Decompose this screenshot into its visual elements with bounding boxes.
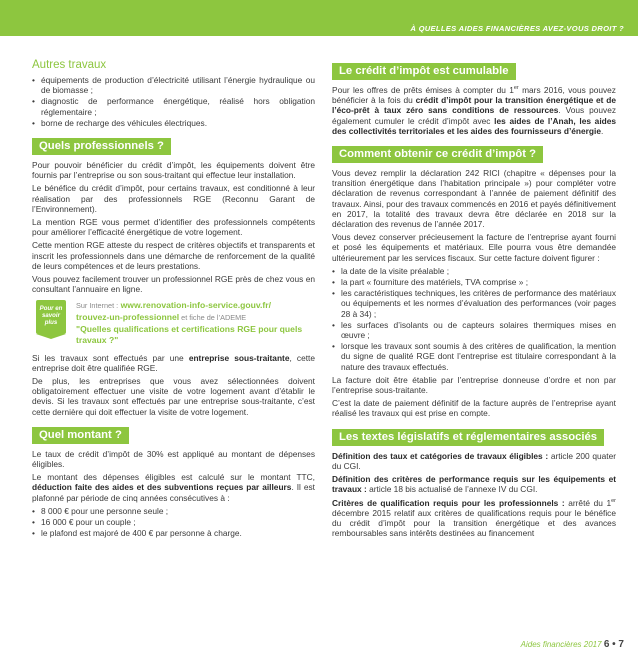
montant-heading: Quel montant ? <box>32 427 129 444</box>
paragraph <box>332 474 616 494</box>
superscript: er <box>513 85 519 92</box>
paragraph <box>32 353 315 373</box>
bold-run: Critères de qualification requis pour les professionnels : <box>332 497 565 508</box>
info-lead: Sur Internet : <box>76 301 119 311</box>
paragraph <box>32 472 315 503</box>
list-item: • les surfaces d’isolants ou de capteurs solaires thermiques mises en œuvre ; <box>332 320 616 340</box>
list-item: • équipements de production d’électricité utilisant l’énergie hydraulique ou de biomasse ; <box>32 75 315 95</box>
text-run: Le montant des dépenses éligibles est calculé sur le montant TTC, <box>32 472 315 483</box>
professionnels-heading: Quels professionnels ? <box>32 138 171 155</box>
renovation-link-path[interactable]: trouvez-un-professionnel <box>76 312 180 323</box>
paragraph <box>332 498 616 539</box>
paragraph: Vous pouvez facilement trouver un professionnel RGE près de chez vous en consultant l’annuaire en ligne. <box>32 274 315 295</box>
info-box <box>32 300 315 345</box>
list-item: • 8 000 € pour une personne seule ; <box>32 506 315 516</box>
paragraph: C’est la date de paiement définitif de la facture auprès de l’entreprise ayant réalisé les travaux qui est prise en compte. <box>332 398 616 419</box>
paragraph: Le taux de crédit d’impôt de 30% est appliqué au montant de dépenses éligibles. <box>32 448 315 470</box>
facture-list <box>332 266 616 372</box>
bold-run: Définition des taux et catégories de travaux éligibles : <box>332 450 549 461</box>
paragraph: La facture doit être établie par l’entreprise donneuse d’ordre et non par l’entreprise sous-traitante. <box>332 374 616 396</box>
textes-heading: Les textes législatifs et réglementaires associés <box>332 429 604 446</box>
list-item: • borne de recharge des véhicules électriques. <box>32 118 315 128</box>
list-item: • la date de la visite préalable ; <box>332 266 616 276</box>
obtenir-heading: Comment obtenir ce crédit d’impôt ? <box>332 146 543 163</box>
pour-en-savoir-plus-badge: Pour en savoir plus <box>36 300 66 334</box>
info-tail: et fiche de l’ADEME <box>179 313 247 323</box>
autres-travaux-heading: Autres travaux <box>32 59 107 71</box>
list-item: • le plafond est majoré de 400 € par personne à charge. <box>32 528 315 538</box>
page-footer <box>521 639 624 650</box>
text-run: article 200 quater du CGI. <box>332 450 616 471</box>
list-item: • 16 000 € pour un couple ; <box>32 517 315 527</box>
paragraph: La mention RGE vous permet d’identifier des professionnels compétents pour améliorer l’efficacité énergétique de votre logement. <box>32 217 315 238</box>
list-item: • diagnostic de performance énergétique, réalisé hors obligation réglementaire ; <box>32 96 315 116</box>
paragraph: Pour pouvoir bénéficier du crédit d’impôt, les équipements doivent être fournis par l’entreprise ou son sous-traitant qui effectue leur installation. <box>32 160 315 181</box>
text-run: Si les travaux sont effectués par une <box>32 352 189 363</box>
text-run: , cette entreprise doit être qualifiée RGE. <box>32 352 316 373</box>
paragraph <box>332 451 616 471</box>
text-run: . Il est plafonné par période de cinq années consécutives à : <box>32 482 315 503</box>
text-run: . <box>600 125 604 136</box>
text-run: Pour les offres de prêts émises à compter du 1 <box>332 85 514 95</box>
paragraph: Vous devez remplir la déclaration 242 RICI (chapitre « dépenses pour la transition énergétique dans l’habitation principale ») pour compléter votre déclaration de revenus correspondant à l’année de paiement définitif des travaux. Ainsi, pour des travaux commencés en 2016 et payés définitivement en 2017, la totalité des travaux devra être déclarée en 2018 sur la déclaration des revenus de l’année 2017. <box>332 168 616 230</box>
text-run: mars 2016, vous pouvez bénéficier à la fois du <box>332 85 616 106</box>
superscript: er <box>611 497 616 504</box>
header-bar <box>0 0 638 36</box>
bold-run: déduction faite des aides et des subventions reçues par ailleurs <box>32 482 292 493</box>
page-numbers: 6 • 7 <box>603 639 624 650</box>
list-item: • les caractéristiques techniques, les critères de performance des matériaux ou équipements et les normes d’évaluation des performances (voir pages 28 à 34) ; <box>332 288 616 319</box>
plafond-list <box>32 506 315 539</box>
ademe-fiche-title: "Quelles qualifications et certifications RGE pour quels travaux ?" <box>76 324 303 345</box>
autres-travaux-list <box>32 75 315 128</box>
paragraph: De plus, les entreprises que vous avez sélectionnées doivent obligatoirement effectuer une visite de votre logement avant d’établir le devis. Si les travaux sont effectués par une entreprise sous-traitante, c’est cette dernière qui doit effectuer la visite de votre logement. <box>32 376 315 417</box>
text-run: article 18 bis actualisé de l’annexe IV du CGI. <box>366 484 538 495</box>
footer-title: Aides financières 2017 <box>520 640 602 649</box>
bold-run: les aides de l’Anah, les aides des collectivités territoriales et les aides des fournisseurs d’énergie <box>332 115 617 136</box>
paragraph: Cette mention RGE atteste du respect de critères objectifs et transparents et inscrit les professionnels dans une démarche de renforcement de la qualité de leurs compétences et de leurs prestations. <box>32 240 315 271</box>
list-item: • la part « fourniture des matériels, TVA comprise » ; <box>332 277 616 287</box>
text-run: . Vous pouvez également cumuler le crédit d’impôt avec <box>332 105 617 126</box>
left-column <box>32 57 315 541</box>
renovation-link[interactable]: www.renovation-info-service.gouv.fr/ <box>120 300 271 311</box>
cumulable-heading: Le crédit d’impôt est cumulable <box>332 63 516 80</box>
right-column <box>332 57 616 541</box>
text-run: décembre 2015 relatif aux critères de qualifications requis pour le bénéfice du crédit d’impôt pour la transition énergétique et des avances remboursables sans intérêts destinées au financement <box>332 507 616 539</box>
bold-run: crédit d’impôt pour la transition énergétique et de l’éco-prêt à taux zéro sans conditions de ressources <box>332 95 617 116</box>
list-item: • lorsque les travaux sont soumis à des critères de qualification, la mention du signe de qualité RGE dont l’entreprise est titulaire correspondant à la nature des travaux effectués. <box>332 341 616 372</box>
paragraph <box>332 85 616 136</box>
bold-run: entreprise sous-traitante <box>188 352 290 363</box>
paragraph: Le bénéfice du crédit d’impôt, pour certains travaux, est conditionné à leur réalisation par des professionnels RGE (Reconnu Garant de l’Environnement). <box>32 183 315 214</box>
running-title: À QUELLES AIDES FINANCIÈRES AVEZ-VOUS DROIT ? <box>410 24 624 33</box>
paragraph: Vous devez conserver précieusement la facture de l’entreprise ayant fourni et posé les équipements et matériaux. Elle pourra vous être demandée ultérieurement par les services fiscaux. Sur cette facture doivent figurer : <box>332 232 616 263</box>
bold-run: Définition des critères de performance requis sur les équipements et travaux : <box>332 474 616 495</box>
text-run: arrêté du 1 <box>564 497 612 508</box>
